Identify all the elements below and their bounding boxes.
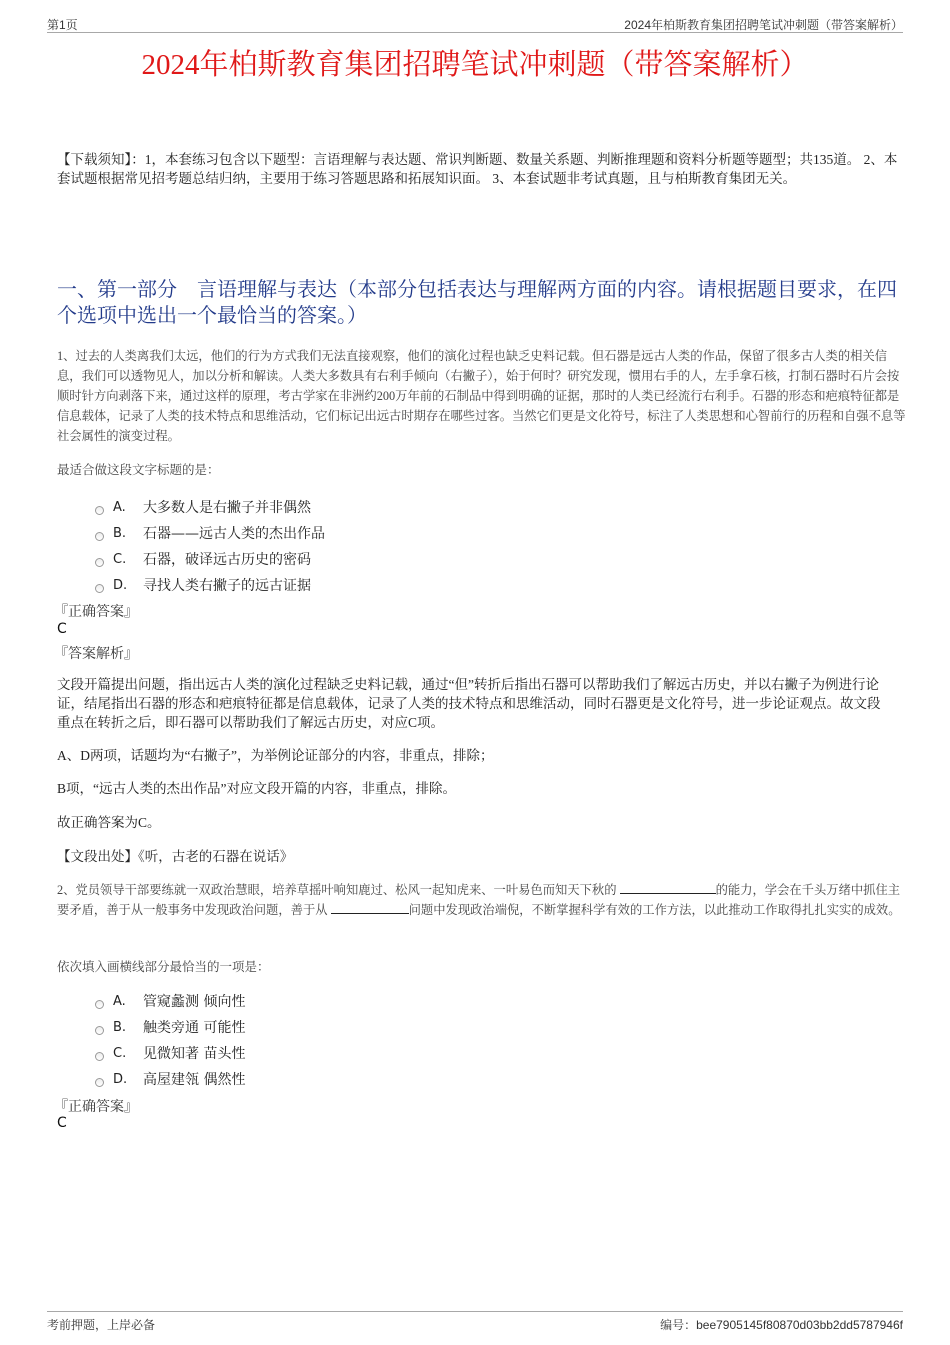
page-number: 第1页 bbox=[47, 18, 78, 32]
question-1-analysis-conclusion: 故正确答案为C。 bbox=[57, 815, 161, 830]
question-1-passage: 1、过去的人类离我们太远，他们的行为方式我们无法直接观察，他们的演化过程也缺乏史料记载。但石器是远古人类的作品，保留了很多古人类的相关信息，我们可以透物见人，加以分析和解读。人类大多数具有右利手倾向（右撇子），始于何时？研究发现，惯用右手的人，左手拿石核，打制石器时石片会按顺时针方向剥落下来，通过这样的原理，考古学家在非洲约200万年前的石制品中得到明确的证据，那时的人类已经流行右利手。石器的形态和疤痕特征都是信息载体，记录了人类的技术特点和思维活动，它们标记出远古时期存在哪些过客。当然它们更是文化符号，标注了人类思想和心智前行的历程和自强不息等社会属性的演变过程。 bbox=[57, 349, 906, 443]
radio-icon[interactable] bbox=[95, 558, 104, 567]
page-footer bbox=[47, 1311, 903, 1334]
download-notice: 【下载须知】：1，本套练习包含以下题型：言语理解与表达题、常识判断题、数量关系题、判断推理题和资料分析题等题型；共135道。 2、本套试题根据常见招考题总结归纳，主要用于练习答题思路和拓展知识面。 3、本套试题非考试真题，且与柏斯教育集团无关。 bbox=[57, 152, 898, 186]
blank-2 bbox=[331, 901, 409, 914]
question-2-option-a[interactable]: A. 管窥蠡测 倾向性 bbox=[95, 988, 245, 1014]
question-2-options bbox=[95, 988, 245, 1092]
question-2-option-c[interactable]: C. 见微知著 苗头性 bbox=[95, 1040, 245, 1066]
question-1-option-c[interactable]: C. 石器，破译远古历史的密码 bbox=[95, 546, 325, 572]
question-1-options bbox=[95, 494, 325, 598]
radio-icon[interactable] bbox=[95, 532, 104, 541]
question-2-answer-label: 『正确答案』 bbox=[54, 1099, 138, 1115]
question-1-answer: C bbox=[57, 621, 67, 637]
question-2-stem: 依次填入画横线部分最恰当的一项是： bbox=[57, 960, 270, 974]
question-1-option-b[interactable]: B. 石器——远古人类的杰出作品 bbox=[95, 520, 325, 546]
question-1-analysis-b: B项，“远古人类的杰出作品”对应文段开篇的内容，非重点，排除。 bbox=[57, 781, 456, 796]
question-1-analysis-paragraph: 文段开篇提出问题，指出远古人类的演化过程缺乏史料记载，通过“但”转折后指出石器可以帮助我们了解远古历史，并以右撇子为例进行论证，结尾指出石器的形态和疤痕特征都是信息载体，记录了人类的技术特点和思维活动，同时石器更是文化符号，进一步论证观点。故文段重点在转折之后，即石器可以帮助我们了解远古历史，对应C项。 bbox=[57, 677, 881, 730]
section-heading: 一、第一部分 言语理解与表达（本部分包括表达与理解两方面的内容。请根据题目要求，在四个选项中选出一个最恰当的答案。） bbox=[57, 279, 897, 327]
document-title: 2024年柏斯教育集团招聘笔试冲刺题（带答案解析） bbox=[141, 49, 809, 81]
blank-1 bbox=[620, 881, 716, 894]
question-2-option-b[interactable]: B. 触类旁通 可能性 bbox=[95, 1014, 245, 1040]
question-2-passage: 2、党员领导干部要练就一双政治慧眼，培养草摇叶响知鹿过、松风一起知虎来、一叶易色而知天下秋的 的能力，学会在千头万绪中抓住主要矛盾，善于从一般事务中发现政治问题，善于从 问题中发现政治端倪，不断掌握科学有效的工作方法，以此推动工作取得扎扎实实的成效。 bbox=[57, 883, 901, 917]
footer-serial: 编号：bee7905145f80870d03bb2dd5787946f bbox=[660, 1318, 903, 1332]
question-1-option-a[interactable]: A. 大多数人是右撇子并非偶然 bbox=[95, 494, 325, 520]
radio-icon[interactable] bbox=[95, 1000, 104, 1009]
radio-icon[interactable] bbox=[95, 1078, 104, 1087]
question-1-analysis-label: 『答案解析』 bbox=[54, 646, 138, 662]
question-2-option-d[interactable]: D. 高屋建瓴 偶然性 bbox=[95, 1066, 245, 1092]
radio-icon[interactable] bbox=[95, 1026, 104, 1035]
radio-icon[interactable] bbox=[95, 1052, 104, 1061]
radio-icon[interactable] bbox=[95, 506, 104, 515]
page-header bbox=[47, 14, 903, 33]
question-1-stem: 最适合做这段文字标题的是： bbox=[57, 463, 220, 477]
question-2-answer: C bbox=[57, 1115, 67, 1131]
question-1-option-d[interactable]: D. 寻找人类右撇子的远古证据 bbox=[95, 572, 325, 598]
footer-slogan: 考前押题，上岸必备 bbox=[47, 1318, 156, 1332]
question-1-source: 【文段出处】《听，古老的石器在说话》 bbox=[57, 849, 294, 864]
question-1-answer-label: 『正确答案』 bbox=[54, 604, 138, 620]
question-1-analysis-ad: A、D两项，话题均为“右撇子”，为举例论证部分的内容，非重点，排除； bbox=[57, 748, 494, 763]
radio-icon[interactable] bbox=[95, 584, 104, 593]
header-doc-title: 2024年柏斯教育集团招聘笔试冲刺题（带答案解析） bbox=[624, 18, 903, 32]
